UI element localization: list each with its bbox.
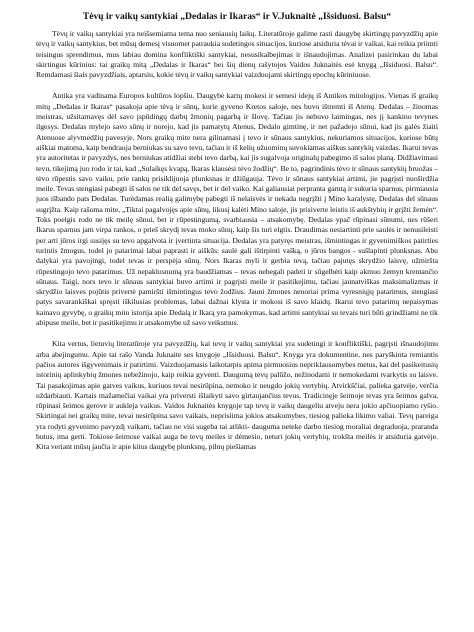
paragraph-introduction: Tėvų ir vaikų santykiai yra neišsemiama tema nuo seniausių laikų. Literatūroje galime rasti daugybę skirtingų pavyzdžių apie tėvų ir vaikų santykius, bet mūsų demesį visuomet patraukia sudetingos situacijos, kuriose atsiduria tėvai ir vaikai, kai reikia priimti teisingus sprendimus, mus labiau domina konfliktiški santykiai, nesusikalbejimas ir išnaudojimas. Analizei pasirinkau du labai skirtingus kūrinius: tai graikų mitą „Dedalas ir Ikaras“ bei šių dienų rašytojos Vaidos Juknaitės esė knygą „Išsiduosi. Balsu“. Remdamasi šiais pavyzdžiais, aptarsiu, kokie tėvų ir vaikų santykiai vaizduojami skirtingų epochų kūriniuose.	[36, 29, 438, 80]
document-body	[36, 10, 438, 453]
document-title: Tėvų ir vaikų santykiai „Dedalas ir Ikaras“ ir V.Juknaitė „Išsiduosi. Balsu“	[82, 11, 392, 22]
paragraph-antiquity-myth: Antika yra vadinama Europos kultūros lopšiu. Daugybė kartų mokesi ir semesi idejų iš Antikos mitologijos. Vienas iš graikų mitų „Dedalas ir Ikaras“ pasakoja apie tėvą ir sūnų, kurie gyveno Kretos saloje, nes buvo ištremti iš Atenų. Dedalas – žinomas meistras, užsitarnavęs dėl savo įspūdingų darbų žmonių pagarbą ir šlovę. Tačiau jis nebuvo laimingas, nes jį kankino tevynes ilgesys. Dedalas mylejo savo sūnų ir norejo, kad jis pamatytų Atenus, Dedalo gimtinę, ir net pažadejo sūnui, kad jis galės žiaiti Atenuose alyvmedžių pavesyje. Nors graikų mite nera gilinamasi į tevo ir sūnaus santykius, nekuriamos situacijos, kuriose būtų aiškiai matoma, kaip bendrauja berniukas su savo tevu, tačiau ir iš kelių užuominų suvokiamas aiškus santykių vaizdas. Ikarui tevas yra autoritetas ir pavyzdys, nes berniukas atidžiai stebi tevo darbą, kai jis sugalvoja originalų pabegimo iš salos planą. Didžiavimasi tevu, tikejimą juo rodo ir tai, kad „Sulaikęs kvapą, Ikaras klausėsi tėvo žodžių“. Be to, pagrindinis tėvo ir sūnaus santykių bruožas – tėvo rūpestis savo vaiku, prie rankų prisiklijuoja plunksnas ir džiūgauja. Tėvo ir sūnaus santykiai artimi, jie pagrįsti nuoširdžia meile. Tevas stengiasi pabegti iš salos ne tik del savęs, bet ir del vaiko. Kai galiausiai perpranta gamtą ir sukuria sparnus, pirmiausia juos išbando pats Dedalas. Turėdamas realią galimybę pabegti iš nelaisvės ir nekada negrįžti į Mino karalystę, Dedalas del sūnaus sugrįžta. Kaip rašoma mite, „Tiktai pagalvojęs apie sūnų, likusį kalėti Mino saloje, jis prisiverte leistis iš aukštybių ir grįžti žemėn“. Toks poelgis rodo ne tik meilę sūnui, bet ir rūpestingumą, svarbiausia – atsakomybę. Dedalas ypač rūpinasi sūnumi, nes rūšeri Ikarus sparnus jam virpa rankos, o prieš skrydį tevas moko sūnų, kaip šis turi elgtis. Draudimas nesiartinti prie saulės ir nenusileisti per arti jūros irgi susijęs su tevo apgalvota ir įvertinta situacija. Dedalas yra patyręs meistras, išmintingas ir gyvenimiškos patirties turintis žmogus, todel jo patarimai labai paprasti ir aiškūs: saulė gali ištirpinti vašką, o jūros bangos - sušlapinti plunksnas. Abu dalykai yra pavojingi, todel tevas ir perspėja sūnų. Nors Ikaras myli ir gerbia tevą, tačiau pajutęs skrydžio laisvę, užmiršta rūpestingojo tevo patarimus. Už nepaklusnumą yra baudžiamas – tevas nebegali padeti ir sūgelbėti kaip akmuo žemyn krentančio sūnaus. Taigi, nors tevo ir sūnaus santykiai buvo artimi ir pagrįsti meile ir pasitikejimu, tačiau jaunatviškas maksimalizmas ir skrydžio laisves pojūtis privertė pamiršti išmintingus tevo žodžius. Jauni žmones nenoriai prima vyresniųjų patarimus, stengiasi patys savarankiškai spręsti iškilusias problemas, labai dažnai klysta ir mokosi iš savo klaidų. Ikarui tevo patarimų nepaisymas kainavo gyvybę, o graikų mito istorija apie Dedalą ir Ikarą yra pamokymas, kad artimi santykiai su tevais turi būti grindžiami ne tik abipuse meile, bet ir pasitikejimu ir atsakomybe už savo veiksmus.	[36, 91, 438, 328]
paragraph-lithuanian-literature: Kita vertus, lietuvių literatūroje yra pavyzdžių, kai tevų ir vaikų santykiai yra sudetingi ir konfliktiški, pagrįsti išnaudojimu arba abejingumu. Apie tai rašo Vanda Juknaite ses knygoje „Išsiduosi. Balsu“. Knyga yra dokumentine, nes paryškinta remiantis pačios autores išgyvenimais ir patirtimi. Vaizduojamasis laikotarpis apima pirmuosius nepriklausomybes metus, kai del pasikeitusių istorinių aplinkybių žmones nebežinojo, kaip reikia gyventi. Daugumą tevų palūžo, nežinodami ir nemokedami tvarkytis su laisve. Tai pasakojimas apie gatves vaikus, kuriuos tevai nesirūpina, nemoko ir neugdo jokių vertybių. Atvirkščiai, palieka gatvėje, verčia uždarbiauti. Kartais mažamečiai vaikai yra priversti išlaikyti savo girtaujančius tevus. Tradicinęje šeimoje tevas yra šeimos galva, rūpinasi šeimos gerove ir aukleja vaikus. Vaidos Juknaitės knygoje tap tevų ir vaikų daugeliu atveju nera jokio apčiuopiamo ryšio. Skirtingai nei graikų mite, tevai nesirūpina savo vaikais, neprisiima jokios atsakomybes, tiesiog palieka likimo valiai. Tevų pareiga yra rodyti gyvenimo pavyzdį vaikam, tačiau ne visi sugeba tai atlikti- dauguma neteke darbo tiesiog moraliai degraduoja, praranda butus, ima gerti. Tokiose šeimose vaikai auga be tevų meiles ir dėmesio, neturi jokių vertybių, trokšta meilės ir atsiduria gatvėje. Kita veriant mūsų jaučia ir apie kitus daugybę plunksnų, pilnų piešiamas	[36, 339, 438, 452]
